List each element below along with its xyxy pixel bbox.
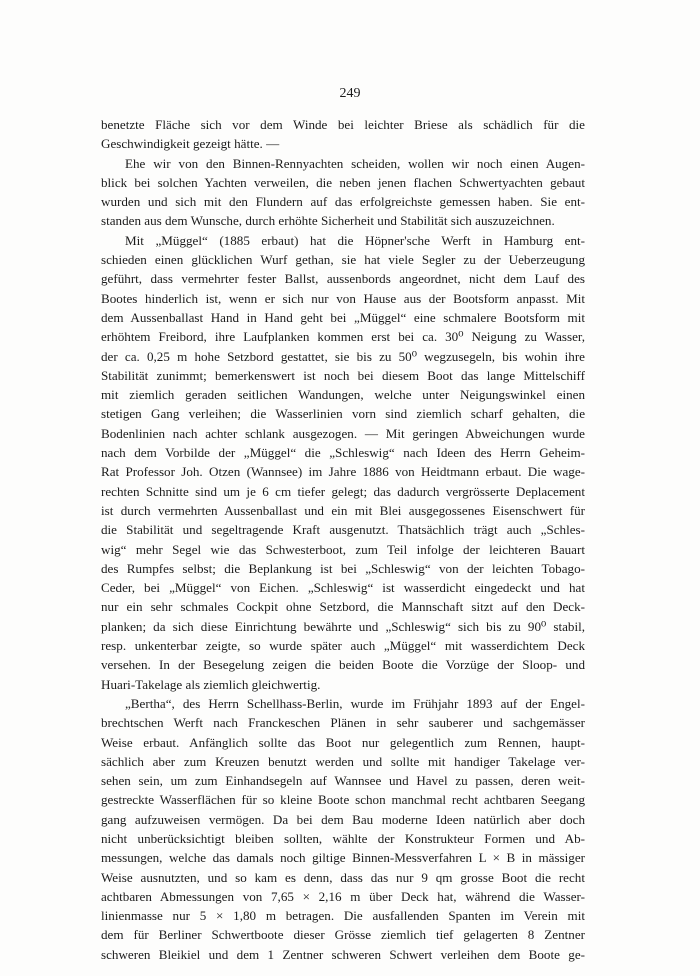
text-line: planken; da sich diese Einrichtung bewährte und „Schleswig“ sich bis zu 90⁰ stabil, xyxy=(101,618,585,634)
text-line: messungen, welche das damals noch giltige Binnen-Messverfahren L × B in mässiger xyxy=(101,850,585,866)
text-line: brechtschen Werft nach Franckeschen Plänen in sehr sauberer und sachgemässer xyxy=(101,715,585,731)
text-line: des Rumpfes selbst; die Beplankung ist bei „Schleswig“ von der leichten Tobago- xyxy=(101,560,585,576)
text-line: sehen sein, um zum Einhandsegeln auf Wannsee und Havel zu passen, deren weit- xyxy=(101,773,585,789)
text-line: der ca. 0,25 m hohe Setzbord gestattet, sie bis zu 50⁰ wegzusegeln, bis wohin ihre xyxy=(101,348,585,364)
text-line: ist durch vermehrten Aussenballast und ein mit Blei ausgegossenes Eisenschwert für xyxy=(101,502,585,518)
text-line: Geschwindigkeit gezeigt hätte. — xyxy=(101,136,280,152)
page-number: 249 xyxy=(339,86,361,101)
text-line: schieden einen glücklichen Wurf gethan, sie hat viele Segler zu der Ueberzeugung xyxy=(101,252,585,268)
text-line: Bodenlinien nach achter schlank ausgezogen. — Mit geringen Abweichungen wurde xyxy=(101,425,585,441)
text-line: Weise ausnutzten, und so kam es denn, dass das nur 9 qm grosse Boot die recht xyxy=(101,869,585,885)
text-line: standen aus dem Wunsche, durch erhöhte Sicherheit und Stabilität sich auszuzeichnen. xyxy=(101,213,555,229)
text-line: die Stabilität und segeltragende Kraft ausgenutzt. Thatsächlich trägt auch „Schles- xyxy=(101,522,585,538)
text-line: erhöhtem Freibord, ihre Laufplanken kommen erst bei ca. 30⁰ Neigung zu Wasser, xyxy=(101,329,585,345)
text-line: „Bertha“, des Herrn Schellhass-Berlin, wurde im Frühjahr 1893 auf der Engel- xyxy=(125,695,585,711)
text-line: gestreckte Wasserflächen für so kleine Boote schon manchmal recht achtbaren Seegang xyxy=(101,792,585,808)
text-line: stetigen Gang verleihen; die Wasserlinien vorn sind ziemlich scharf gehalten, die xyxy=(101,406,585,422)
text-line: schweren Bleikiel und dem 1 Zentner schweren Schwert verleihen dem Boote ge- xyxy=(101,946,585,962)
text-line: achtbaren Abmessungen von 7,65 × 2,16 m über Deck hat, während die Wasser- xyxy=(101,888,585,904)
text-line: resp. unkenterbar zeigte, so wurde später auch „Müggel“ mit wasserdichtem Deck xyxy=(101,638,585,654)
text-line: Rat Professor Joh. Otzen (Wannsee) im Jahre 1886 von Heidtmann erbaut. Die wage- xyxy=(101,464,585,480)
text-line: nur ein sehr schmales Cockpit ohne Setzbord, die Mannschaft sitzt auf den Deck- xyxy=(101,599,585,615)
text-line: mit ziemlich geraden seitlichen Wandungen, welche unter Neigungswinkel einen xyxy=(101,387,585,403)
text-line: Ceder, bei „Müggel“ von Eichen. „Schleswig“ ist wasserdicht eingedeckt und hat xyxy=(101,580,585,596)
text-line: nicht unberücksichtigt bleiben sollten, wählte der Konstrukteur Formen und Ab- xyxy=(101,830,585,846)
body-text xyxy=(101,115,585,964)
text-line: Huari-Takelage als ziemlich gleichwertig. xyxy=(101,676,321,692)
text-line: rechten Schnitte sind um je 6 cm tiefer gelegt; das dadurch vergrösserte Deplacement xyxy=(101,483,585,499)
text-line: wig“ mehr Segel wie das Schwesterboot, zum Teil infolge der leichteren Bauart xyxy=(101,541,585,557)
text-line: benetzte Fläche sich vor dem Winde bei leichter Briese als schädlich für die xyxy=(101,117,585,132)
text-line: nach dem Vorbilde der „Müggel“ die „Schleswig“ nach Ideen des Herrn Geheim- xyxy=(101,445,585,461)
text-line: blick bei solchen Yachten verweilen, die neben jenen flachen Schwertyachten gebaut xyxy=(101,174,585,190)
text-line: wurden und sich mit den Flundern auf das erfolgreichste gemessen haben. Sie ent- xyxy=(101,194,585,210)
text-line: Stabilität zunimmt; bemerkenswert ist noch bei diesem Boot das lange Mittelschiff xyxy=(101,367,585,383)
text-line: geführt, dass vermehrter fester Ballst, aussenbords angeordnet, nicht dem Lauf des xyxy=(101,271,585,287)
text-line: gang aufzuweisen vermögen. Da bei dem Bau moderne Ideen natürlich aber doch xyxy=(101,811,585,827)
text-line: sächlich aber zum Kreuzen benutzt werden und sollte mit handiger Takelage ver- xyxy=(101,753,585,769)
text-line: dem für Berliner Schwertboote dieser Grösse ziemlich tief gelagerten 8 Zentner xyxy=(101,927,585,943)
text-line: Mit „Müggel“ (1885 erbaut) hat die Höpner'sche Werft in Hamburg ent- xyxy=(125,232,585,248)
text-line: dem Aussenballast Hand in Hand geht bei „Müggel“ eine schmalere Bootsform mit xyxy=(101,309,585,325)
text-line: Ehe wir von den Binnen-Rennyachten scheiden, wollen wir noch einen Augen- xyxy=(125,155,585,171)
text-line: versehen. In der Besegelung zeigen die beiden Boote die Vorzüge der Sloop- und xyxy=(101,657,585,673)
text-line: Bootes hinderlich ist, wenn er sich nur von Hause aus der Bootsform anpasst. Mit xyxy=(101,290,585,306)
text-line: linienmasse nur 5 × 1,80 m betragen. Die ausfallenden Spanten im Verein mit xyxy=(101,908,585,924)
text-line: Weise erbaut. Anfänglich sollte das Boot nur gelegentlich zum Rennen, haupt- xyxy=(101,734,585,750)
